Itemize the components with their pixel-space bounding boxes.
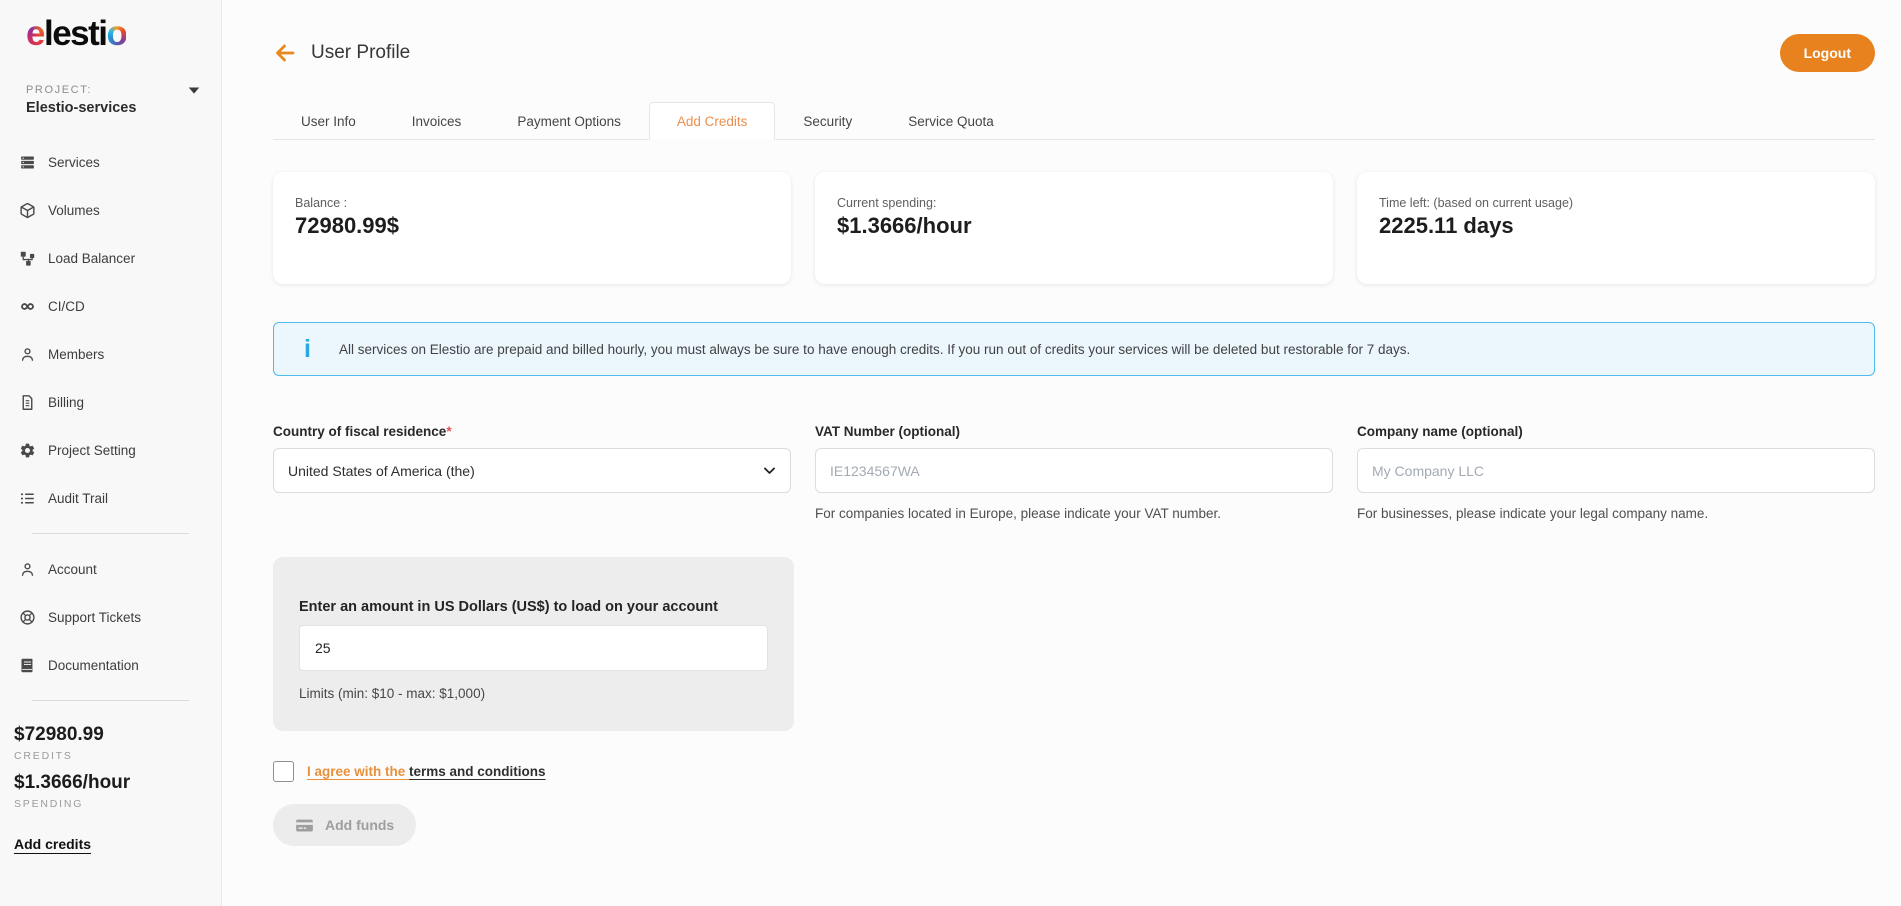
tab-user-info[interactable]: User Info <box>301 114 356 129</box>
lifebuoy-icon <box>18 608 36 626</box>
main-content <box>222 0 1901 906</box>
sidebar-item-load-balancer[interactable] <box>0 234 221 282</box>
gear-icon <box>18 441 36 459</box>
current-spending-label: Current spending: <box>837 196 937 210</box>
stats-cards-row <box>273 172 1875 284</box>
terms-and-conditions-link[interactable]: terms and conditions <box>409 764 546 779</box>
sidebar-item-members[interactable] <box>0 330 221 378</box>
vat-input[interactable] <box>815 448 1333 493</box>
logout-button[interactable]: Logout <box>1780 34 1875 72</box>
amount-panel <box>273 557 794 731</box>
person-icon <box>18 345 36 363</box>
tab-security[interactable]: Security <box>803 114 853 129</box>
project-selector[interactable] <box>26 84 195 116</box>
amount-input[interactable] <box>299 625 768 671</box>
add-funds-label: Add funds <box>325 817 395 833</box>
sidebar-divider <box>32 533 189 534</box>
sidebar-item-volumes[interactable] <box>0 186 221 234</box>
balance-card <box>273 172 791 284</box>
sidebar-item-label: CI/CD <box>48 298 85 314</box>
logo-letter-first: e <box>26 14 44 53</box>
list-icon <box>18 489 36 507</box>
tab-payment-options[interactable]: Payment Options <box>517 114 621 129</box>
time-left-card <box>1357 172 1875 284</box>
company-name-input[interactable] <box>1357 448 1875 493</box>
chevron-down-icon <box>187 86 201 96</box>
logo-letter-last: o <box>106 14 127 53</box>
tab-add-credits[interactable]: Add Credits <box>649 102 776 140</box>
billing-form-row <box>273 424 1875 521</box>
country-field <box>273 424 791 521</box>
sidebar-billing-summary <box>0 712 221 810</box>
page-header <box>273 32 1875 74</box>
sidebar-divider <box>32 700 189 701</box>
sidebar-item-services[interactable] <box>0 138 221 186</box>
sidebar-item-cicd[interactable] <box>0 282 221 330</box>
company-name-field <box>1357 424 1875 521</box>
sidebar-item-support-tickets[interactable] <box>0 593 221 641</box>
vat-field <box>815 424 1333 521</box>
sidebar-item-label: Audit Trail <box>48 490 109 506</box>
vat-label: VAT Number (optional) <box>815 424 960 439</box>
sidebar-item-billing[interactable] <box>0 378 221 426</box>
tab-service-quota[interactable]: Service Quota <box>908 114 994 129</box>
sidebar-item-audit-trail[interactable] <box>0 474 221 522</box>
info-banner-text: All services on Elestio are prepaid and billed hourly, you must always be sure to have enough credits. If you run out of credits your services will be deleted but restorable for 7 days. <box>338 341 1411 357</box>
sidebar-item-label: Services <box>48 154 100 170</box>
sidebar-item-label: Members <box>48 346 105 362</box>
infinity-icon <box>18 297 36 315</box>
sidebar-item-documentation[interactable] <box>0 641 221 689</box>
back-arrow-icon[interactable] <box>273 41 297 65</box>
document-icon <box>18 393 36 411</box>
current-spending-value: $1.3666/hour <box>837 213 972 238</box>
credit-card-icon <box>295 816 314 835</box>
sidebar-item-label: Account <box>48 561 97 577</box>
time-left-value: 2225.11 days <box>1379 213 1514 238</box>
network-nodes-icon <box>18 249 36 267</box>
book-icon <box>18 656 36 674</box>
info-icon: i <box>304 334 311 363</box>
vat-helper-text: For companies located in Europe, please indicate your VAT number. <box>815 506 1221 521</box>
sidebar-item-label: Billing <box>48 394 85 410</box>
sidebar-item-label: Support Tickets <box>48 609 142 625</box>
spending-value: $1.3666/hour <box>14 772 131 793</box>
agreement-label[interactable] <box>307 764 546 779</box>
sidebar-item-label: Documentation <box>48 657 139 673</box>
sidebar-item-account[interactable] <box>0 545 221 593</box>
add-credits-link[interactable]: Add credits <box>14 836 92 852</box>
credits-value: $72980.99 <box>14 724 104 745</box>
info-banner <box>273 322 1875 376</box>
amount-limits-text: Limits (min: $10 - max: $1,000) <box>299 686 486 701</box>
required-asterisk: * <box>446 424 452 439</box>
balance-value: 72980.99$ <box>295 213 399 238</box>
sidebar-item-label: Load Balancer <box>48 250 136 266</box>
agreement-row <box>273 761 1875 782</box>
sidebar-account-menu <box>0 545 221 689</box>
current-spending-card <box>815 172 1333 284</box>
country-label: Country of fiscal residence* <box>273 424 452 439</box>
tab-invoices[interactable]: Invoices <box>411 114 462 129</box>
country-select[interactable] <box>273 448 791 493</box>
elestio-logo[interactable] <box>0 14 221 54</box>
tab-bar <box>273 102 1875 140</box>
add-funds-button[interactable] <box>273 804 416 846</box>
amount-label: Enter an amount in US Dollars (US$) to load on your account <box>299 599 718 615</box>
company-name-label: Company name (optional) <box>1357 424 1523 439</box>
sidebar-item-label: Project Setting <box>48 442 136 458</box>
agree-prefix-text: I agree with the <box>307 764 410 779</box>
server-stack-icon <box>18 153 36 171</box>
sidebar-menu <box>0 138 221 522</box>
sidebar <box>0 0 222 906</box>
person-icon <box>18 560 36 578</box>
terms-checkbox[interactable] <box>273 761 294 782</box>
project-label: PROJECT: <box>26 84 92 96</box>
time-left-label: Time left: (based on current usage) <box>1379 196 1574 210</box>
credits-label: CREDITS <box>14 750 73 762</box>
cube-icon <box>18 201 36 219</box>
page-title: User Profile <box>311 42 411 63</box>
project-name: Elestio-services <box>26 100 137 116</box>
company-helper-text: For businesses, please indicate your legal company name. <box>1357 506 1709 521</box>
logo-letters-middle: lesti <box>43 14 107 53</box>
sidebar-item-label: Volumes <box>48 202 100 218</box>
balance-label: Balance : <box>295 196 348 210</box>
sidebar-item-project-setting[interactable] <box>0 426 221 474</box>
spending-label: SPENDING <box>14 798 84 810</box>
